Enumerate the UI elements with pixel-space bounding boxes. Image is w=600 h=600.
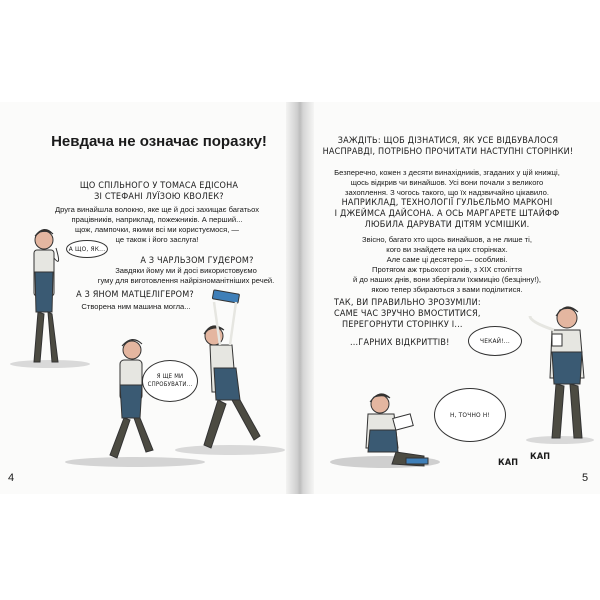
speech-bubble-try-again: Я ЩЕ МИ СПРОБУВАТИ... — [142, 360, 198, 402]
answer-edison-kwolek: Друга винайшла волокно, яке ще й досі захищає багатьох працівників, наприклад, пожежників. А перший... щож, лампочки, якими всі ми користуємося, — це також і його заслуга! — [54, 205, 260, 244]
intro-wait-heading: ЗАЖДІТЬ: ЩОБ ДІЗНАТИСЯ, ЯК УСЕ ВІДБУВАЛОСЯ НАСПРАВДІ, ПОТРІБНО ПРОЧИТАТИ НАСТУПНІ СТОРІНКИ! — [322, 136, 574, 157]
page-number-left: 4 — [8, 472, 15, 484]
question-goodyear: А З ЧАРЛЬЗОМ ГУДЄРОМ? — [140, 256, 254, 266]
page-title: Невдача не означає поразку! — [51, 133, 267, 150]
turn-page-text: ТАК, ВИ ПРАВИЛЬНО ЗРОЗУМІЛИ: САМЕ ЧАС ЗРУЧНО ВМОСТИТИСЯ, ПЕРЕГОРНУТИ СТОРІНКУ І... — [334, 298, 481, 330]
sound-effect-drip-1: КАП — [498, 458, 519, 468]
question-edison-kwolek: ЩО СПІЛЬНОГО У ТОМАСА ЕДІСОНА ЗІ СТЕФАНІ ЛУЇЗОЮ КВОЛЕК? — [79, 181, 239, 202]
ten-special-paragraph: Звісно, багато хто щось винайшов, а не лише ті, кого ви знайдете на цих сторінках. Але саме ці десятеро — особливі. Протягом аж трьохсот років, з XIX століття й до наших днів, вони зберігали їхжмицію (безцінну!), якою тепер збираються з вами поділитися. — [352, 235, 542, 294]
speech-bubble-wait: ЧЕКАЙ!... — [468, 326, 522, 356]
question-matzeliger: А З ЯНОМ МАТЦЕЛІГЕРОМ? — [76, 290, 194, 300]
good-discoveries-text: ...ГАРНИХ ВІДКРИТТІВ! — [350, 338, 450, 348]
illustration-standing-man-drinking — [530, 307, 584, 438]
answer-matzeliger: Створена ним машина могла... — [81, 302, 191, 311]
answer-goodyear: Завдяки йому ми й досі використовуємо гуму для виготовлення найрізноманітніших речей. — [97, 266, 275, 285]
inventors-paragraph: Безперечно, кожен з десяти винахідників, згаданих у цій книжці, щось відкрив чи винайшов. Усі вони почали з великого захоплення. З чогось такого, що їх надзвичайно цікавило. НАПРИКЛАД, ТЕХНОЛОГІЇ ГУЛЬЄЛЬМО МАРКОНІ І ДЖЕЙМСА ДАЙСОНА. А ОСЬ МАРГАРЕТЕ ШТАЙФФ ЛЮБИЛА ДАРУВАТИ ДІТЯМ УСМІШКИ. — [334, 168, 560, 230]
speech-bubble-no-exactly: Н, ТОЧНО Н! — [434, 388, 506, 442]
speech-bubble-what-if: А ЩО, ЯК... — [66, 240, 108, 258]
sound-effect-drip-2: КАП — [530, 452, 551, 462]
page-number-right: 5 — [582, 472, 589, 484]
illustration-sitting-man-notebook — [366, 394, 428, 466]
